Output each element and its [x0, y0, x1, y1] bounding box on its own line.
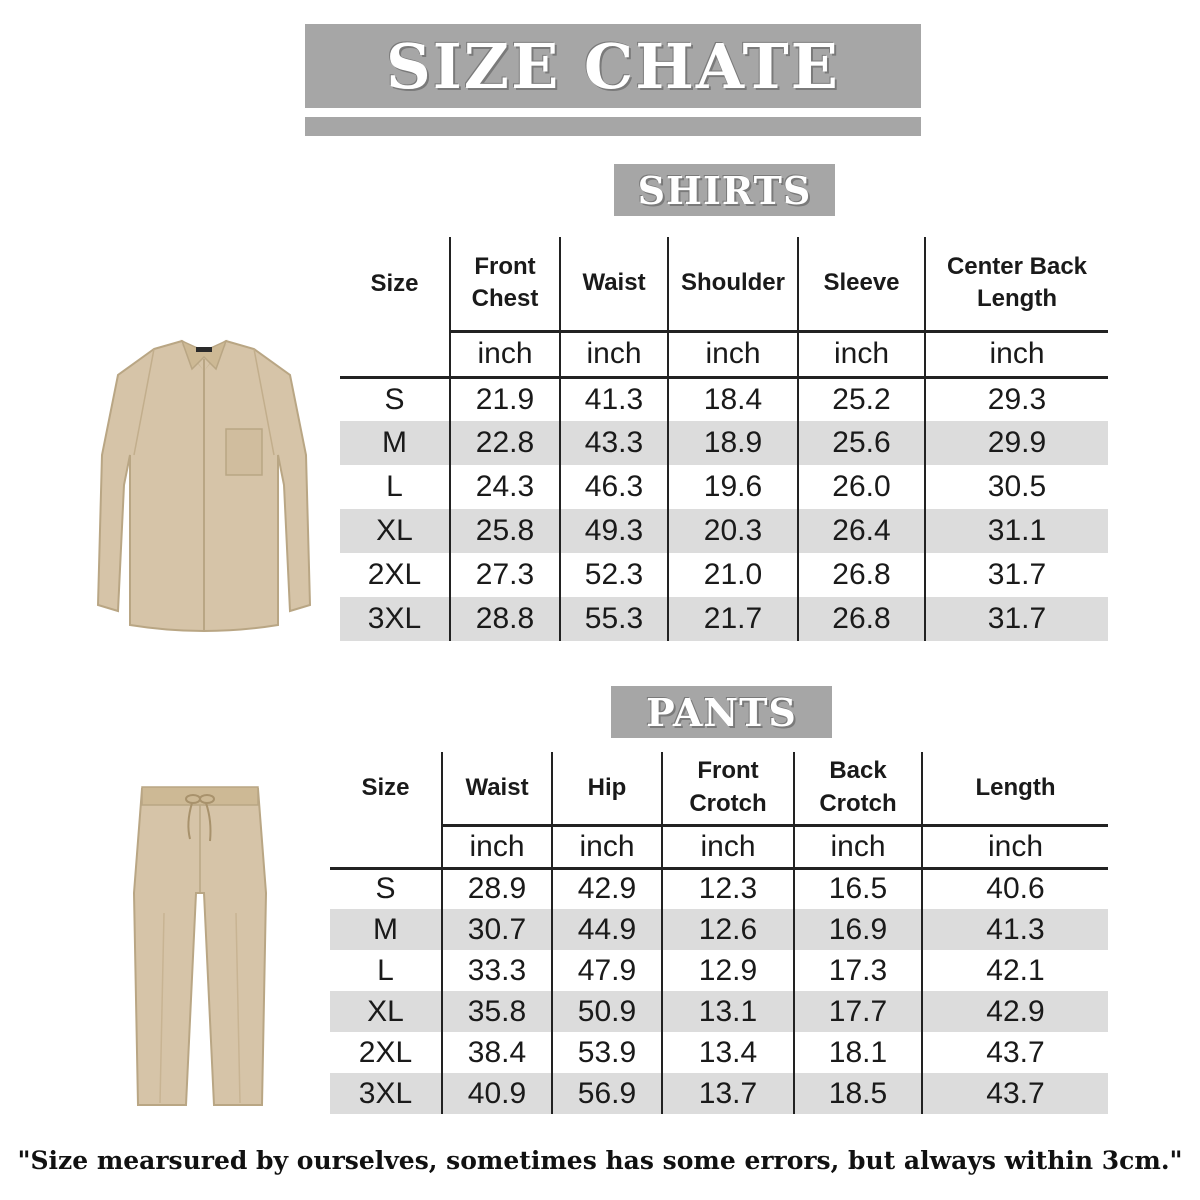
table-cell: 12.3 — [662, 868, 794, 909]
table-cell: 47.9 — [552, 950, 662, 991]
size-label: M — [340, 421, 450, 465]
table-cell: 55.3 — [560, 597, 668, 641]
table-row — [330, 991, 1108, 1032]
table-cell: 25.8 — [450, 509, 560, 553]
shirts-col-sleeve: Sleeve — [798, 237, 925, 331]
pants-col-size: Size — [361, 774, 410, 802]
table-cell: 16.5 — [794, 868, 922, 909]
table-cell: 49.3 — [560, 509, 668, 553]
pants-heading: PANTS — [646, 689, 797, 735]
table-cell: 18.9 — [668, 421, 798, 465]
pants-unit: inch — [794, 825, 922, 868]
table-row — [330, 1032, 1108, 1073]
title-underline-bar — [305, 117, 921, 136]
shirts-unit: inch — [668, 331, 798, 377]
table-cell: 28.8 — [450, 597, 560, 641]
shirts-col-center-back-length: Center Back Length — [925, 237, 1108, 331]
table-cell: 40.6 — [922, 868, 1108, 909]
table-cell: 21.7 — [668, 597, 798, 641]
size-chart-title: SIZE CHATE — [386, 29, 840, 103]
table-cell: 31.7 — [925, 597, 1108, 641]
shirts-unit: inch — [798, 331, 925, 377]
pants-section-banner — [611, 686, 832, 738]
table-cell: 40.9 — [442, 1073, 552, 1114]
table-cell: 30.5 — [925, 465, 1108, 509]
table-cell: 28.9 — [442, 868, 552, 909]
pants-image — [130, 783, 270, 1113]
size-label: 3XL — [340, 597, 450, 641]
table-cell: 26.8 — [798, 553, 925, 597]
table-cell: 21.0 — [668, 553, 798, 597]
table-cell: 26.8 — [798, 597, 925, 641]
table-cell: 13.1 — [662, 991, 794, 1032]
table-cell: 29.3 — [925, 377, 1108, 421]
table-cell: 31.7 — [925, 553, 1108, 597]
pants-unit: inch — [442, 825, 552, 868]
table-cell: 43.3 — [560, 421, 668, 465]
table-cell: 30.7 — [442, 909, 552, 950]
pants-units-row — [330, 825, 1108, 868]
pants-unit: inch — [552, 825, 662, 868]
size-label: S — [384, 382, 405, 416]
pants-col-front-crotch: Front Crotch — [662, 752, 794, 825]
table-cell: 19.6 — [668, 465, 798, 509]
table-cell: 27.3 — [450, 553, 560, 597]
table-cell: 38.4 — [442, 1032, 552, 1073]
table-row — [330, 950, 1108, 991]
table-cell: 33.3 — [442, 950, 552, 991]
table-cell: 22.8 — [450, 421, 560, 465]
shirts-col-shoulder: Shoulder — [668, 237, 798, 331]
table-cell: 20.3 — [668, 509, 798, 553]
table-row — [330, 909, 1108, 950]
table-cell: 13.4 — [662, 1032, 794, 1073]
table-cell: 24.3 — [450, 465, 560, 509]
pants-col-back-crotch: Back Crotch — [794, 752, 922, 825]
size-label: L — [386, 470, 403, 503]
table-cell: 43.7 — [922, 1073, 1108, 1114]
pants-unit: inch — [922, 825, 1108, 868]
table-cell: 53.9 — [552, 1032, 662, 1073]
table-cell: 12.9 — [662, 950, 794, 991]
table-cell: 18.5 — [794, 1073, 922, 1114]
table-cell: 17.3 — [794, 950, 922, 991]
shirts-header-row — [340, 237, 1108, 331]
table-cell: 31.1 — [925, 509, 1108, 553]
size-label: L — [377, 953, 394, 987]
shirts-col-waist: Waist — [560, 237, 668, 331]
pants-unit-size — [330, 825, 442, 868]
table-cell: 25.2 — [798, 377, 925, 421]
table-cell: 35.8 — [442, 991, 552, 1032]
shirts-unit: inch — [925, 331, 1108, 377]
size-label: XL — [340, 509, 450, 553]
table-cell: 42.1 — [922, 950, 1108, 991]
table-cell: 29.9 — [925, 421, 1108, 465]
table-row — [340, 377, 1108, 421]
shirts-unit: inch — [450, 331, 560, 377]
size-label: 3XL — [330, 1073, 442, 1114]
pants-icon — [134, 787, 266, 1105]
table-row — [340, 421, 1108, 465]
shirt-image — [94, 335, 314, 635]
measurement-footnote: "Size mearsured by ourselves, sometimes has some errors, but always within 3cm." — [17, 1146, 1183, 1175]
table-cell: 41.3 — [560, 377, 668, 421]
shirts-col-size: Size — [370, 269, 419, 297]
size-label: S — [375, 872, 396, 906]
table-row — [340, 465, 1108, 509]
size-label: 2XL — [367, 558, 422, 591]
table-cell: 17.7 — [794, 991, 922, 1032]
shirts-unit: inch — [560, 331, 668, 377]
table-cell: 41.3 — [922, 909, 1108, 950]
table-cell: 21.9 — [450, 377, 560, 421]
table-cell: 18.1 — [794, 1032, 922, 1073]
shirts-units-row — [340, 331, 1108, 377]
table-cell: 46.3 — [560, 465, 668, 509]
pants-unit: inch — [662, 825, 794, 868]
table-cell: 42.9 — [922, 991, 1108, 1032]
table-cell: 12.6 — [662, 909, 794, 950]
pants-header-row — [330, 752, 1108, 825]
table-cell: 50.9 — [552, 991, 662, 1032]
size-label: 2XL — [358, 1035, 413, 1069]
table-row — [340, 597, 1108, 641]
table-cell: 43.7 — [922, 1032, 1108, 1073]
shirt-icon — [98, 341, 310, 631]
table-cell: 52.3 — [560, 553, 668, 597]
table-row — [340, 509, 1108, 553]
table-cell: 16.9 — [794, 909, 922, 950]
table-cell: 26.0 — [798, 465, 925, 509]
shirts-unit-size — [340, 331, 450, 377]
size-chart-title-banner — [305, 24, 921, 108]
pants-size-table — [330, 752, 1108, 1114]
table-cell: 44.9 — [552, 909, 662, 950]
table-row — [330, 868, 1108, 909]
shirts-heading: SHIRTS — [637, 167, 812, 213]
shirts-size-table — [340, 237, 1108, 641]
shirts-col-front-chest: Front Chest — [450, 237, 560, 331]
pants-col-hip: Hip — [552, 752, 662, 825]
table-cell: 25.6 — [798, 421, 925, 465]
table-cell: 13.7 — [662, 1073, 794, 1114]
table-cell: 42.9 — [552, 868, 662, 909]
table-cell: 56.9 — [552, 1073, 662, 1114]
size-label: M — [330, 909, 442, 950]
pants-col-waist: Waist — [442, 752, 552, 825]
size-label: XL — [330, 991, 442, 1032]
table-row — [340, 553, 1108, 597]
table-cell: 18.4 — [668, 377, 798, 421]
table-row — [330, 1073, 1108, 1114]
table-cell: 26.4 — [798, 509, 925, 553]
shirts-section-banner — [614, 164, 835, 216]
pants-col-length: Length — [922, 752, 1108, 825]
